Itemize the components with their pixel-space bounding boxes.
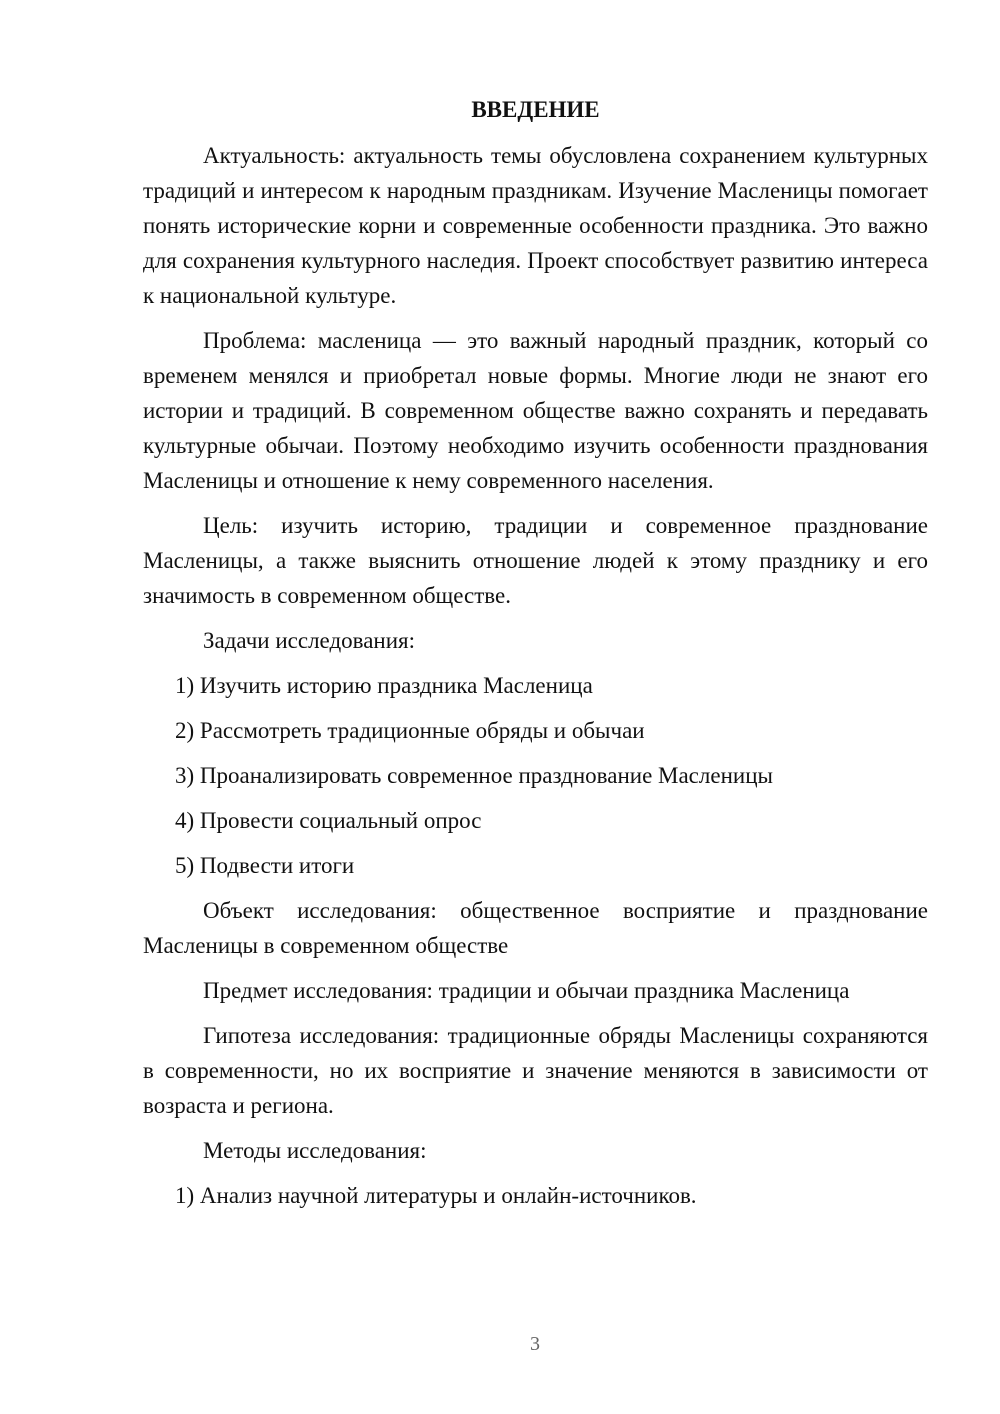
list-item: 3) Проанализировать современное празднование Масленицы [175,763,773,788]
list-item: 4) Провести социальный опрос [175,808,482,833]
tasks-heading: Задачи исследования: [203,628,416,653]
methods-heading: Методы исследования: [203,1138,427,1163]
problem-paragraph: Проблема: масленица — это важный народный праздник, который со временем менялся и приобретал новые формы. Многие люди не знают его истории и традиций. В современном обществе важно сохранять и передавать культурные обычаи. Поэтому необходимо изучить особенности празднования Масленицы и отношение к нему современного населения. [143,328,928,493]
list-item: 1) Изучить историю праздника Масленица [175,673,593,698]
page-body [143,92,928,1223]
list-item: 2) Рассмотреть традиционные обряды и обычаи [175,718,645,743]
hypothesis-paragraph: Гипотеза исследования: традиционные обряды Масленицы сохраняются в современности, но их восприятие и значение меняются в зависимости от возраста и региона. [143,1023,928,1118]
list-item: 1) Анализ научной литературы и онлайн-источников. [175,1183,697,1208]
page-number: 3 [530,1333,540,1355]
subject-paragraph: Предмет исследования: традиции и обычаи праздника Масленица [203,978,850,1003]
page-title: ВВЕДЕНИЕ [471,97,600,122]
object-paragraph: Объект исследования: общественное восприятие и празднование Масленицы в современном обществе [143,898,928,958]
relevance-paragraph: Актуальность: актуальность темы обусловлена сохранением культурных традиций и интересом к народным праздникам. Изучение Масленицы помогает понять исторические корни и современные особенности праздника. Это важно для сохранения культурного наследия. Проект способствует развитию интереса к национальной культуре. [143,143,928,308]
methods-list [143,1178,928,1213]
list-item: 5) Подвести итоги [175,853,355,878]
tasks-list [143,668,928,883]
goal-paragraph: Цель: изучить историю, традиции и современное празднование Масленицы, а также выяснить отношение людей к этому празднику и его значимость в современном обществе. [143,513,928,608]
